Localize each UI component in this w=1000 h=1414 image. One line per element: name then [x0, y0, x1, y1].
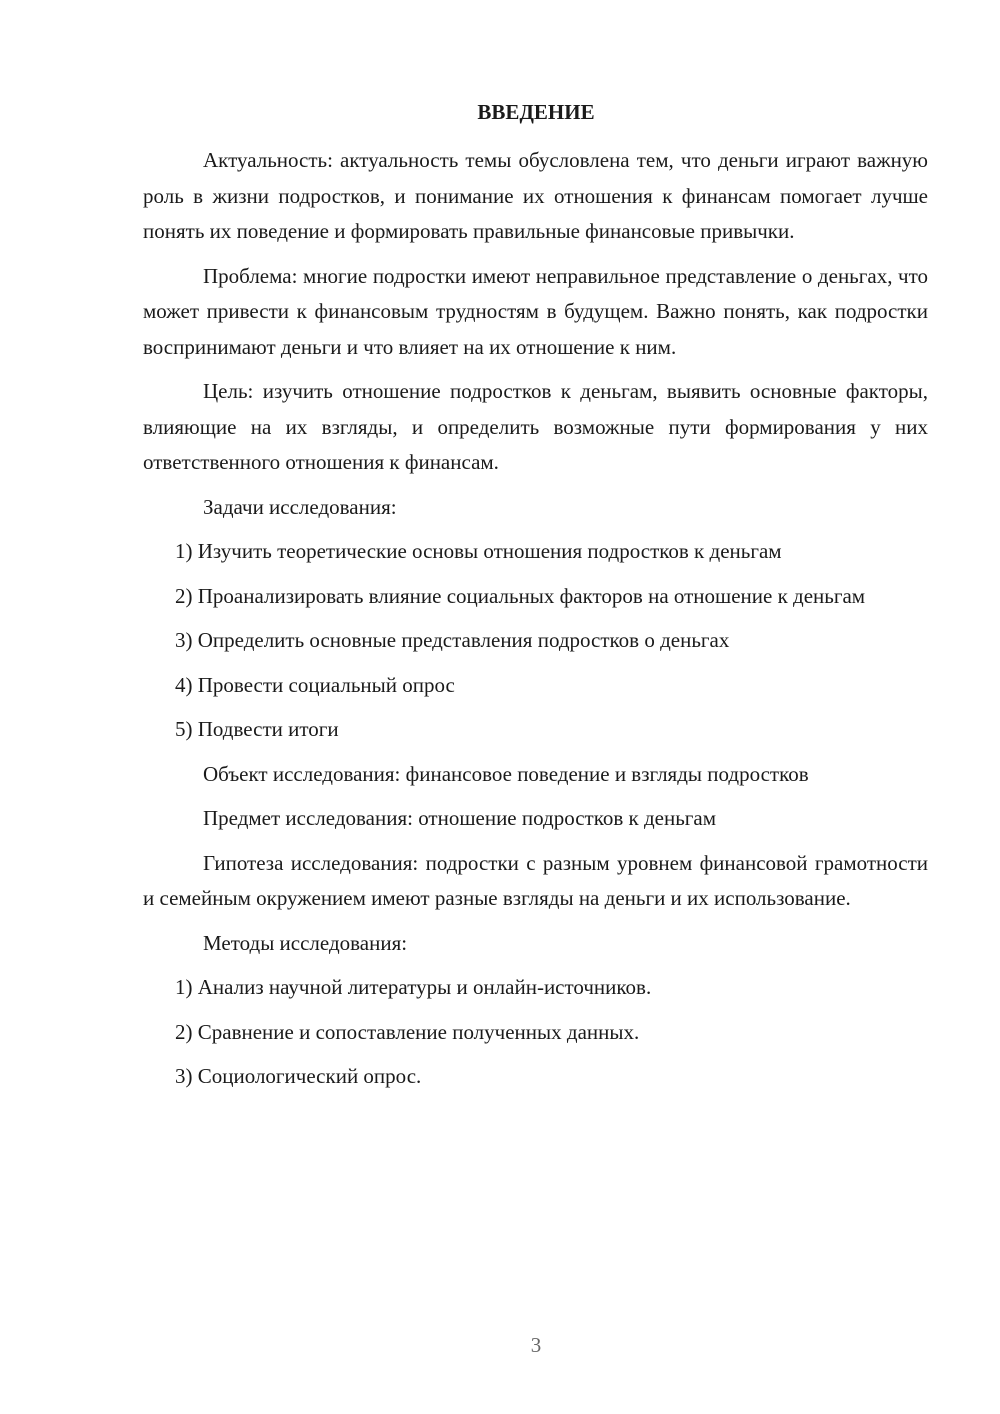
- goal-paragraph: Цель: изучить отношение подростков к деньгам, выявить основные факторы, влияющие на их взгляды, и определить возможные пути формирования у них ответственного отношения к финансам.: [143, 379, 928, 474]
- task-item-3: 3) Определить основные представления подростков о деньгах: [175, 628, 730, 652]
- task-item-1: 1) Изучить теоретические основы отношения подростков к деньгам: [175, 539, 782, 563]
- tasks-heading: Задачи исследования:: [203, 494, 397, 519]
- section-title: ВВЕДЕНИЕ: [477, 100, 595, 124]
- page-number: 3: [530, 1333, 542, 1357]
- method-item-1: 1) Анализ научной литературы и онлайн-источников.: [175, 975, 652, 999]
- subject-paragraph: Предмет исследования: отношение подростков к деньгам: [203, 806, 717, 830]
- task-item-5: 5) Подвести итоги: [175, 717, 339, 741]
- task-item-4: 4) Провести социальный опрос: [175, 672, 455, 697]
- object-paragraph: Объект исследования: финансовое поведение и взгляды подростков: [203, 761, 809, 786]
- method-item-2: 2) Сравнение и сопоставление полученных данных.: [175, 1019, 640, 1044]
- methods-heading: Методы исследования:: [203, 930, 408, 955]
- task-item-2: 2) Проанализировать влияние социальных факторов на отношение к деньгам: [175, 583, 866, 608]
- method-item-3: 3) Социологический опрос.: [175, 1064, 422, 1088]
- relevance-paragraph: Актуальность: актуальность темы обусловлена тем, что деньги играют важную роль в жизни подростков, и понимание их отношения к финансам помогает лучше понять их поведение и формировать правильные финансовые привычки.: [143, 148, 928, 243]
- document-body: [143, 143, 928, 1104]
- problem-paragraph: Проблема: многие подростки имеют неправильное представление о деньгах, что может привести к финансовым трудностям в будущем. Важно понять, как подростки воспринимают деньги и что влияет на их отношение к ним.: [143, 263, 928, 359]
- hypothesis-paragraph: Гипотеза исследования: подростки с разным уровнем финансовой грамотности и семейным окружением имеют разные взгляды на деньги и их использование.: [143, 850, 928, 910]
